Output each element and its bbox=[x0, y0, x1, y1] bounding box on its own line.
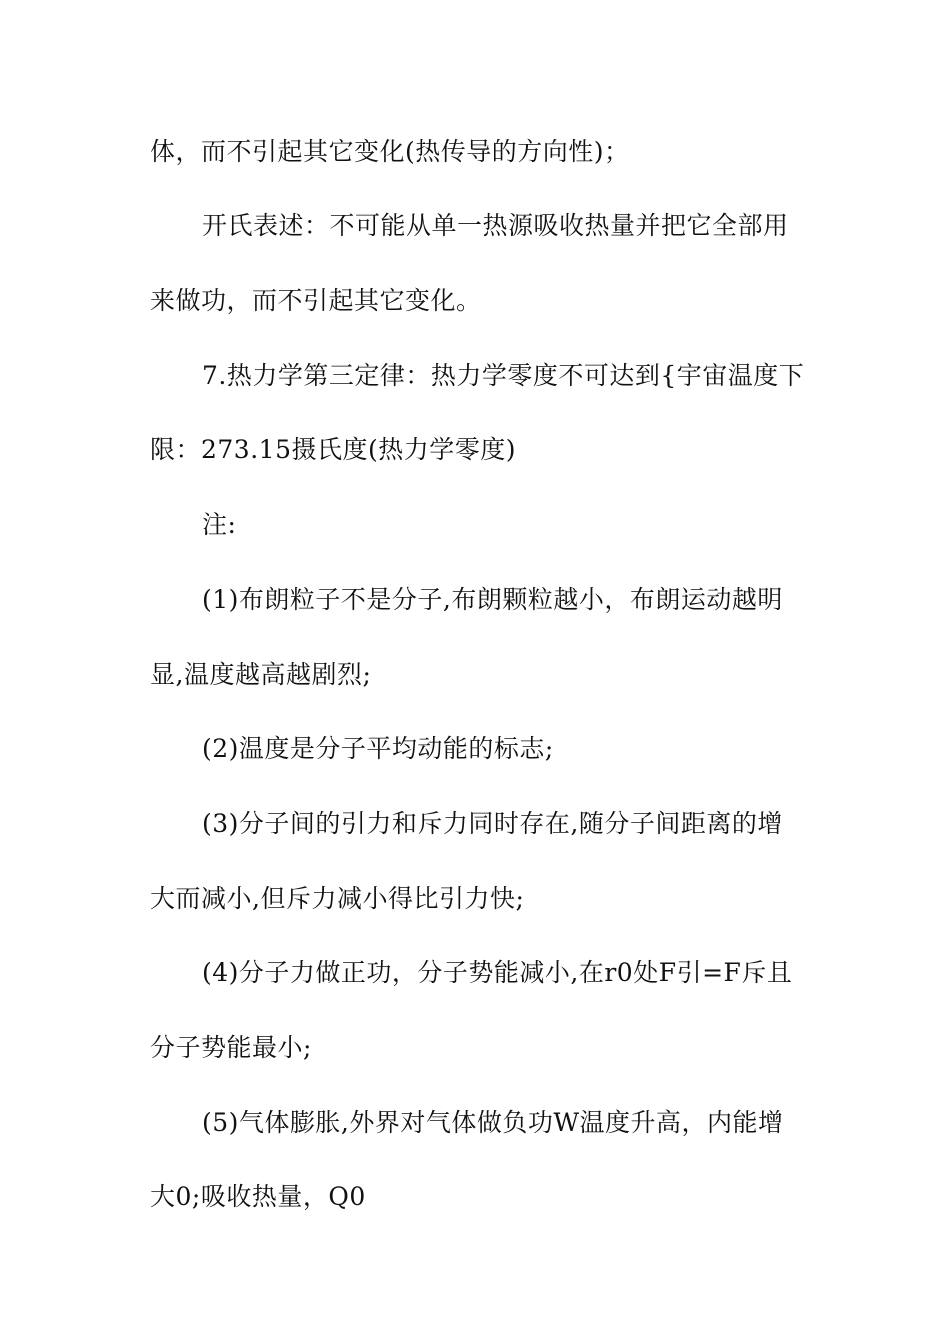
text-line: 大0;吸收热量，Q0 bbox=[150, 1182, 366, 1211]
text-line: 开氏表述：不可能从单一热源吸收热量并把它全部用 bbox=[202, 211, 789, 240]
text-line: 来做功，而不引起其它变化。 bbox=[150, 286, 482, 315]
text-line: (4)分子力做正功，分子势能减小,在r0处F引=F斥且 bbox=[202, 958, 793, 987]
text-line: 分子势能最小; bbox=[150, 1033, 312, 1062]
text-line: 7.热力学第三定律：热力学零度不可达到{宇宙温度下 bbox=[202, 361, 805, 390]
text-line: (2)温度是分子平均动能的标志; bbox=[202, 734, 554, 763]
text-line: 显,温度越高越剧烈; bbox=[150, 660, 372, 689]
text-line: 大而减小,但斥力减小得比引力快; bbox=[150, 884, 525, 913]
text-line: 限：273.15摄氏度(热力学零度) bbox=[150, 435, 516, 464]
text-line: (5)气体膨胀,外界对气体做负功W温度升高，内能增 bbox=[202, 1108, 784, 1137]
text-line: (3)分子间的引力和斥力同时存在,随分子间距离的增 bbox=[202, 809, 783, 838]
text-line: (1)布朗粒子不是分子,布朗颗粒越小，布朗运动越明 bbox=[202, 585, 783, 614]
text-line: 体，而不引起其它变化(热传导的方向性)； bbox=[150, 137, 630, 166]
text-line: 注: bbox=[202, 510, 237, 539]
